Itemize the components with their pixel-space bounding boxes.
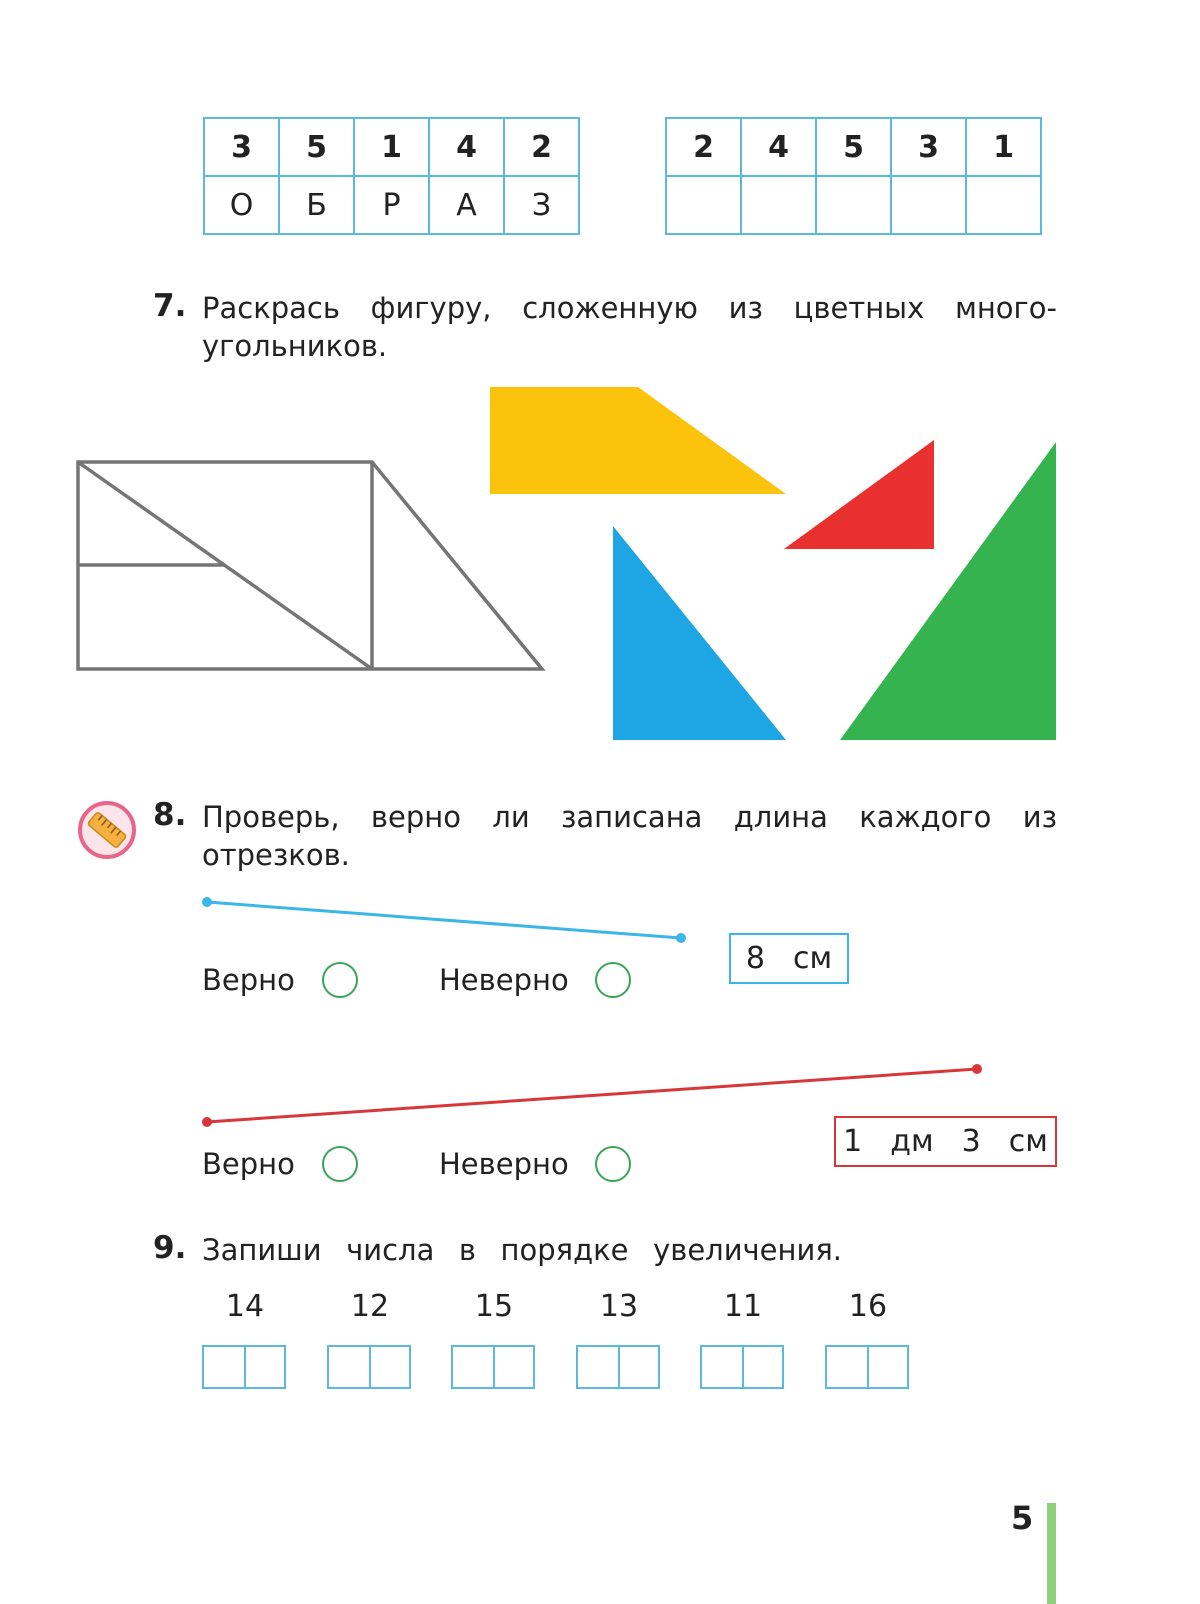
code-letter: А bbox=[429, 176, 504, 234]
code-number: 4 bbox=[429, 118, 504, 176]
digit-cell[interactable] bbox=[618, 1347, 658, 1387]
code-letter: Р bbox=[354, 176, 429, 234]
task-9-number-item: 11 bbox=[723, 1289, 763, 1324]
digit-cell[interactable] bbox=[204, 1347, 244, 1387]
page-number: 5 bbox=[1011, 1499, 1034, 1537]
segment-1-end-point bbox=[676, 933, 686, 943]
code-number: 1 bbox=[354, 118, 429, 176]
code-number: 1 bbox=[966, 118, 1041, 176]
length-value: 1 bbox=[843, 1124, 863, 1159]
task-9-answer-cells[interactable] bbox=[700, 1345, 784, 1389]
task-8-number: 8. bbox=[153, 797, 187, 833]
code-letter: Б bbox=[279, 176, 354, 234]
code-number: 4 bbox=[741, 118, 816, 176]
task-9-answer-cells[interactable] bbox=[451, 1345, 535, 1389]
length-unit: см bbox=[1008, 1124, 1048, 1159]
answer-true-radio[interactable] bbox=[322, 962, 358, 998]
task-8-line-2: отрезков. bbox=[202, 838, 350, 872]
task-9-text bbox=[202, 1231, 842, 1269]
digit-cell[interactable] bbox=[453, 1347, 493, 1387]
segment-2-end-point bbox=[972, 1064, 982, 1074]
digit-cell[interactable] bbox=[329, 1347, 369, 1387]
code-letter: З bbox=[504, 176, 579, 234]
task-9-line: Запиши числа в порядке увеличения. bbox=[202, 1233, 842, 1267]
answer-true-label: Верно bbox=[202, 1147, 295, 1181]
code-number: 3 bbox=[204, 118, 279, 176]
digit-cell[interactable] bbox=[369, 1347, 409, 1387]
code-number: 2 bbox=[666, 118, 741, 176]
digit-cell[interactable] bbox=[578, 1347, 618, 1387]
segment-1-length-box bbox=[729, 933, 849, 984]
task-9-number-item: 16 bbox=[848, 1289, 888, 1324]
digit-cell[interactable] bbox=[742, 1347, 782, 1387]
task-9-answer-cells[interactable] bbox=[327, 1345, 411, 1389]
task-9-number-item: 15 bbox=[474, 1289, 514, 1324]
task-7-number: 7. bbox=[153, 288, 187, 324]
code-number: 2 bbox=[504, 118, 579, 176]
task-9-number-item: 12 bbox=[350, 1289, 390, 1324]
code-number: 3 bbox=[891, 118, 966, 176]
task-8-line-1: Проверь, верно ли записана длина каждого из bbox=[202, 800, 1057, 834]
segment-1 bbox=[202, 897, 686, 943]
length-value: 3 bbox=[961, 1124, 981, 1159]
code-number: 5 bbox=[816, 118, 891, 176]
length-value: 8 bbox=[745, 941, 765, 976]
page-edge-bar bbox=[1047, 1503, 1056, 1604]
answer-false-radio[interactable] bbox=[595, 1146, 631, 1182]
length-unit: дм bbox=[890, 1124, 934, 1159]
answer-false-radio[interactable] bbox=[595, 962, 631, 998]
code-number: 5 bbox=[279, 118, 354, 176]
task-9-number-item: 13 bbox=[599, 1289, 639, 1324]
task-9-number: 9. bbox=[153, 1230, 187, 1266]
segment-2-start-point bbox=[202, 1117, 212, 1127]
code-letter: О bbox=[204, 176, 279, 234]
segment-2-length-box bbox=[834, 1116, 1057, 1167]
answer-true-radio[interactable] bbox=[322, 1146, 358, 1182]
task-7-line-2: угольников. bbox=[202, 329, 388, 363]
digit-cell[interactable] bbox=[493, 1347, 533, 1387]
digit-cell[interactable] bbox=[702, 1347, 742, 1387]
digit-cell[interactable] bbox=[827, 1347, 867, 1387]
task-7-line-1: Раскрась фигуру, сложенную из цветных много- bbox=[202, 291, 1057, 325]
answer-true-label: Верно bbox=[202, 963, 295, 997]
task-9-answer-cells[interactable] bbox=[202, 1345, 286, 1389]
segment-1-start-point bbox=[202, 897, 212, 907]
answer-false-label: Неверно bbox=[439, 963, 569, 997]
task-9-number-item: 14 bbox=[225, 1289, 265, 1324]
task-9-answer-cells[interactable] bbox=[825, 1345, 909, 1389]
length-unit: см bbox=[792, 941, 833, 976]
digit-cell[interactable] bbox=[244, 1347, 284, 1387]
task-9-answer-cells[interactable] bbox=[576, 1345, 660, 1389]
answer-false-label: Неверно bbox=[439, 1147, 569, 1181]
digit-cell[interactable] bbox=[867, 1347, 907, 1387]
